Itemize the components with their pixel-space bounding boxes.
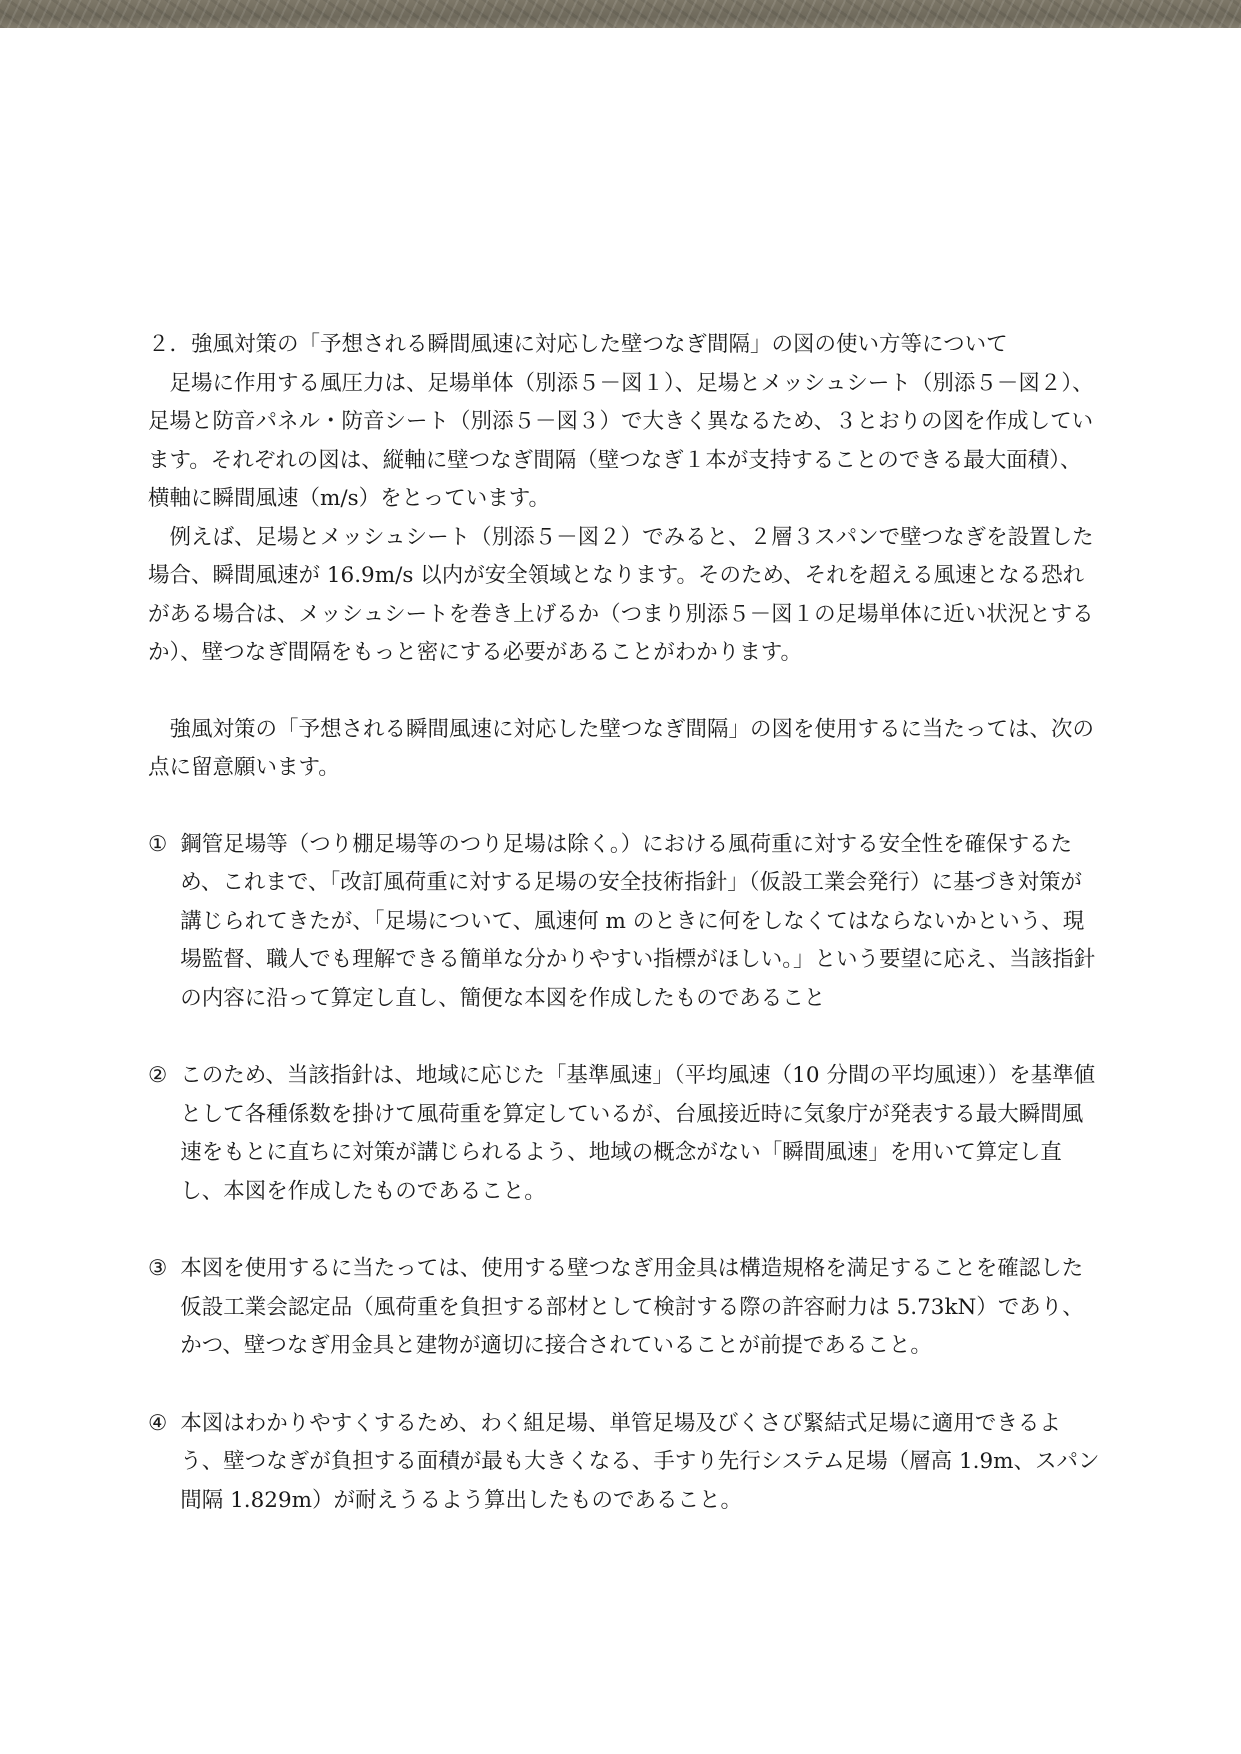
note-text: 本図はわかりやすくするため、わく組足場、単管足場及びくさび緊結式足場に適用できるよう、壁つなぎが負担する面積が最も大きくなる、手すり先行システム足場（層高 1.9m、スパン間隔 1.829m）が耐えうるよう算出したものであること。 (180, 1410, 1100, 1513)
note-number: ④ (148, 1410, 168, 1436)
spacer (148, 673, 1103, 711)
note-text: 鋼管足場等（つり棚足場等のつり足場は除く。）における風荷重に対する安全性を確保するため、これまで、「改訂風荷重に対する足場の安全技術指針」（仮設工業会発行）に基づき対策が講じられてきたが、「足場について、風速何 m のときに何をしなくてはならないかという、現場監督、職人でも理解できる簡単な分かりやすい指標がほしい。」という要望に応え、当該指針の内容に沿って算定し直し、簡便な本図を作成したものであること (180, 831, 1096, 1011)
notes-list (148, 826, 1103, 1521)
spacer (148, 788, 1103, 826)
note-number: ③ (148, 1256, 168, 1281)
note-item-1 (148, 826, 1103, 1019)
note-text: 本図を使用するに当たっては、使用する壁つなぎ用金具は構造規格を満足することを確認した仮設工業会認定品（風荷重を負担する部材として検討する際の許容耐力は 5.73kN）であり、かつ、壁つなぎ用金具と建物が適切に接合されていることが前提であること。 (180, 1256, 1084, 1358)
section-heading: ２．強風対策の「予想される瞬間風速に対応した壁つなぎ間隔」の図の使い方等について (148, 332, 1008, 357)
paragraph-example: 例えば、足場とメッシュシート（別添５－図２）でみると、２層３スパンで壁つなぎを設置した場合、瞬間風速が 16.9m/s 以内が安全領域となります。そのため、それを超える風速となる恐れがある場合は、メッシュシートを巻き上げるか（つまり別添５－図１の足場単体に近い状況とするか）、壁つなぎ間隔をもっと密にする必要があることがわかります。 (148, 524, 1094, 665)
paragraph-wind-pressure: 足場に作用する風圧力は、足場単体（別添５－図１）、足場とメッシュシート（別添５－図２）、足場と防音パネル・防音シート（別添５－図３）で大きく異なるため、３とおりの図を作成しています。それぞれの図は、縦軸に壁つなぎ間隔（壁つなぎ１本が支持することのできる最大面積）、横軸に瞬間風速（m/s）をとっています。 (148, 370, 1094, 511)
note-number: ② (148, 1063, 168, 1088)
note-item-2 (148, 1057, 1103, 1211)
note-number: ① (148, 831, 168, 857)
decorative-header-band (0, 0, 1241, 28)
note-item-3 (148, 1250, 1103, 1366)
document-body (148, 326, 1103, 1559)
note-item-4 (148, 1405, 1103, 1521)
paragraph-intro-notes: 強風対策の「予想される瞬間風速に対応した壁つなぎ間隔」の図を使用するに当たっては、次の点に留意願います。 (148, 716, 1095, 780)
note-text: このため、当該指針は、地域に応じた「基準風速」（平均風速（10 分間の平均風速））を基準値として各種係数を掛けて風荷重を算定しているが、台風接近時に気象庁が発表する最大瞬間風速をもとに直ちに対策が講じられるよう、地域の概念がない「瞬間風速」を用いて算定し直し、本図を作成したものであること。 (180, 1063, 1096, 1204)
